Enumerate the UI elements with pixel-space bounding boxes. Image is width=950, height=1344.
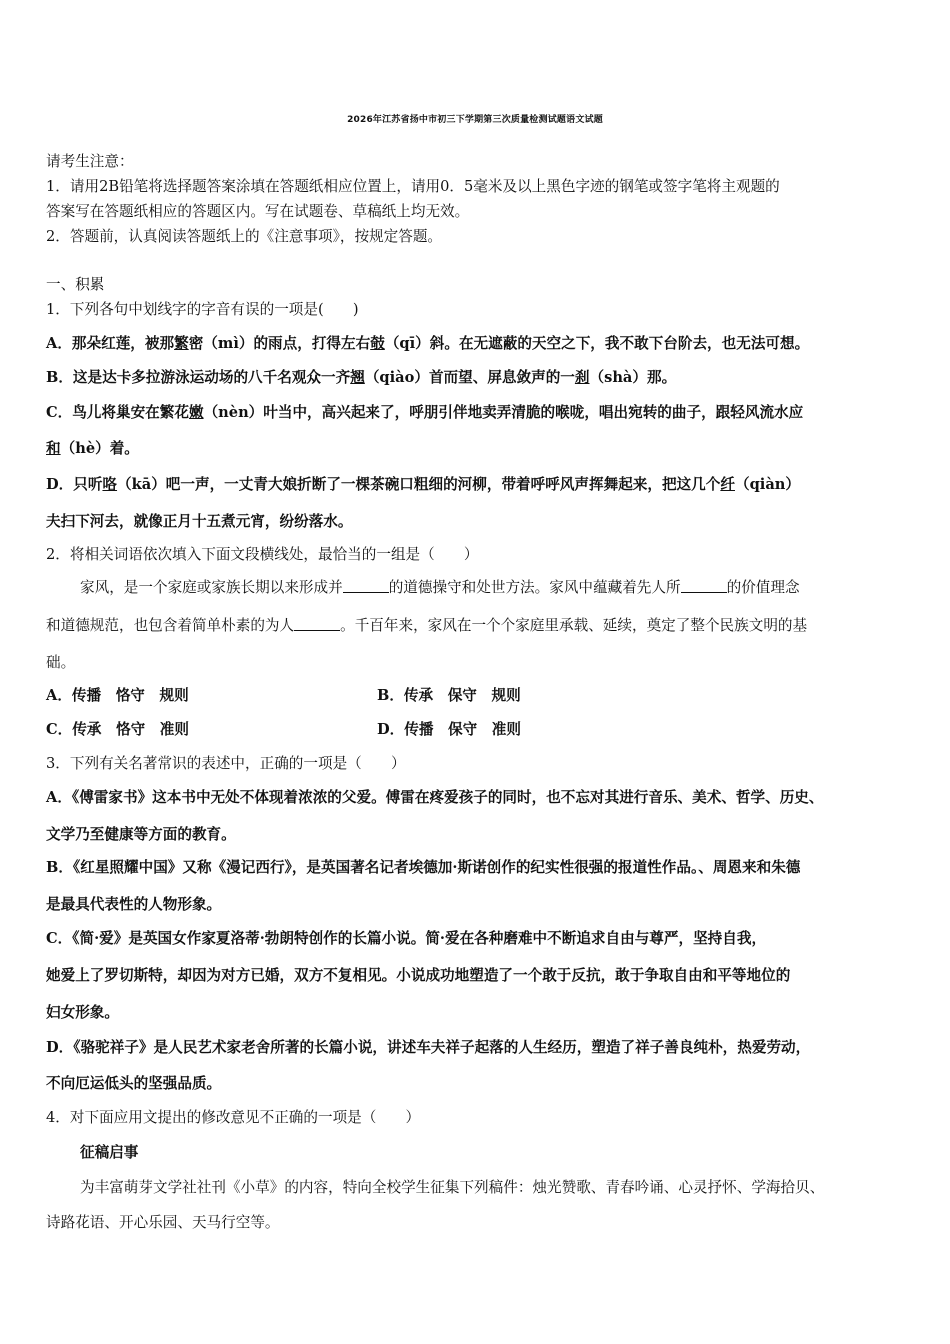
exam-title: 2026年江苏省扬中市初三下学期第三次质量检测试题语文试题 [347, 115, 603, 125]
question-3-option-c-line-1: C．《简·爱》是英国女作家夏洛蒂·勃朗特创作的长篇小说。简·爱在各种磨难中不断追求自由与尊严，坚持自我， [46, 930, 767, 947]
question-3-option-c-line-2: 她爱上了罗切斯特，却因为对方已婚，双方不复相见。小说成功地塑造了一个敢于反抗，敢于争取自由和平等地位的 [46, 967, 791, 984]
question-1-stem: 1．下列各句中划线字的字音有误的一项是( ) [46, 301, 359, 318]
question-3-option-d-line-1: D．《骆驼祥子》是人民艺术家老舍所著的长篇小说，讲述车夫祥子起落的人生经历，塑造了祥子善良纯朴，热爱劳动， [46, 1039, 811, 1056]
notice-item-1-line-2: 答案写在答题纸相应的答题区内。写在试题卷、草稿纸上均无效。 [46, 203, 470, 220]
question-1-option-d-line-1: D．只听咯（kā）吧一声，一丈青大娘折断了一棵茶碗口粗细的河柳，带着呼呼风声挥舞起来，把这几个纤（qiàn） [46, 476, 800, 493]
question-2-option-d: D．传播 保守 准则 [377, 721, 522, 738]
question-2-passage-line-2: 和道德规范，也包含着简单朴素的为人 。千百年来，家风在一个个家庭里承载、延续，奠定了整个民族文明的基 [46, 617, 808, 634]
question-2-passage-line-3: 础。 [46, 654, 76, 671]
question-1-option-c-line-2: 和（hè）着。 [46, 440, 139, 457]
question-3-option-b-line-1: B．《红星照耀中国》又称《漫记西行》，是英国著名记者埃德加·斯诺创作的纪实性很强的报道性作品。、周恩来和朱德 [46, 859, 801, 876]
question-3-option-c-line-3: 妇女形象。 [46, 1004, 119, 1021]
answer-blank [681, 578, 727, 593]
section-heading: 一、积累 [46, 276, 105, 293]
question-2-option-c: C．传承 恪守 准则 [46, 721, 189, 738]
question-1-option-d-line-2: 夫扫下河去，就像正月十五煮元宵，纷纷落水。 [46, 513, 353, 530]
question-1-option-b: B．这是达卡多拉游泳运动场的八千名观众一齐翘（qiào）首而望、屏息敛声的一刹（shà）那。 [46, 369, 677, 386]
question-2-passage-line-1: 家风，是一个家庭或家族长期以来形成并 的道德操守和处世方法。家风中蕴藏着先人所 的价值理念 [80, 579, 800, 596]
question-3-stem: 3．下列有关名著常识的表述中，正确的一项是（ ） [46, 755, 406, 772]
question-3-option-b-line-2: 是最具代表性的人物形象。 [46, 896, 222, 913]
question-3-option-a-line-2: 文学乃至健康等方面的教育。 [46, 826, 236, 843]
notice-document-body-line-2: 诗路花语、开心乐园、天马行空等。 [46, 1214, 280, 1231]
notice-item-2: 2．答题前，认真阅读答题纸上的《注意事项》，按规定答题。 [46, 228, 443, 245]
notice-item-1-line-1: 1．请用2B铅笔将选择题答案涂填在答题纸相应位置上，请用0．5毫米及以上黑色字迹的钢笔或签字笔将主观题的 [46, 178, 780, 195]
notice-document-title: 征稿启事 [80, 1144, 139, 1161]
question-1-option-a: A．那朵红莲，被那繁密（mì）的雨点，打得左右攲（qī）斜。在无遮蔽的天空之下，我不敢下台阶去，也无法可想。 [46, 335, 810, 352]
notice-heading: 请考生注意： [46, 153, 134, 170]
answer-blank [343, 578, 389, 593]
question-2-stem: 2．将相关词语依次填入下面文段横线处，最恰当的一组是（ ） [46, 546, 479, 563]
question-4-stem: 4．对下面应用文提出的修改意见不正确的一项是（ ） [46, 1109, 421, 1126]
question-2-option-a: A．传播 恪守 规则 [46, 687, 189, 704]
question-3-option-d-line-2: 不向厄运低头的坚强品质。 [46, 1075, 222, 1092]
notice-document-body-line-1: 为丰富萌芽文学社社刊《小草》的内容，特向全校学生征集下列稿件：烛光赞歌、青春吟诵、心灵抒怀、学海拾贝、 [80, 1179, 825, 1196]
question-3-option-a-line-1: A．《傅雷家书》这本书中无处不体现着浓浓的父爱。傅雷在疼爱孩子的同时，也不忘对其进行音乐、美术、哲学、历史、 [46, 789, 824, 806]
question-2-option-b: B．传承 保守 规则 [377, 687, 521, 704]
question-1-option-c-line-1: C．鸟儿将巢安在繁花嫩（nèn）叶当中，高兴起来了，呼朋引伴地卖弄清脆的喉咙，唱出宛转的曲子，跟轻风流水应 [46, 404, 804, 421]
answer-blank [294, 616, 340, 631]
